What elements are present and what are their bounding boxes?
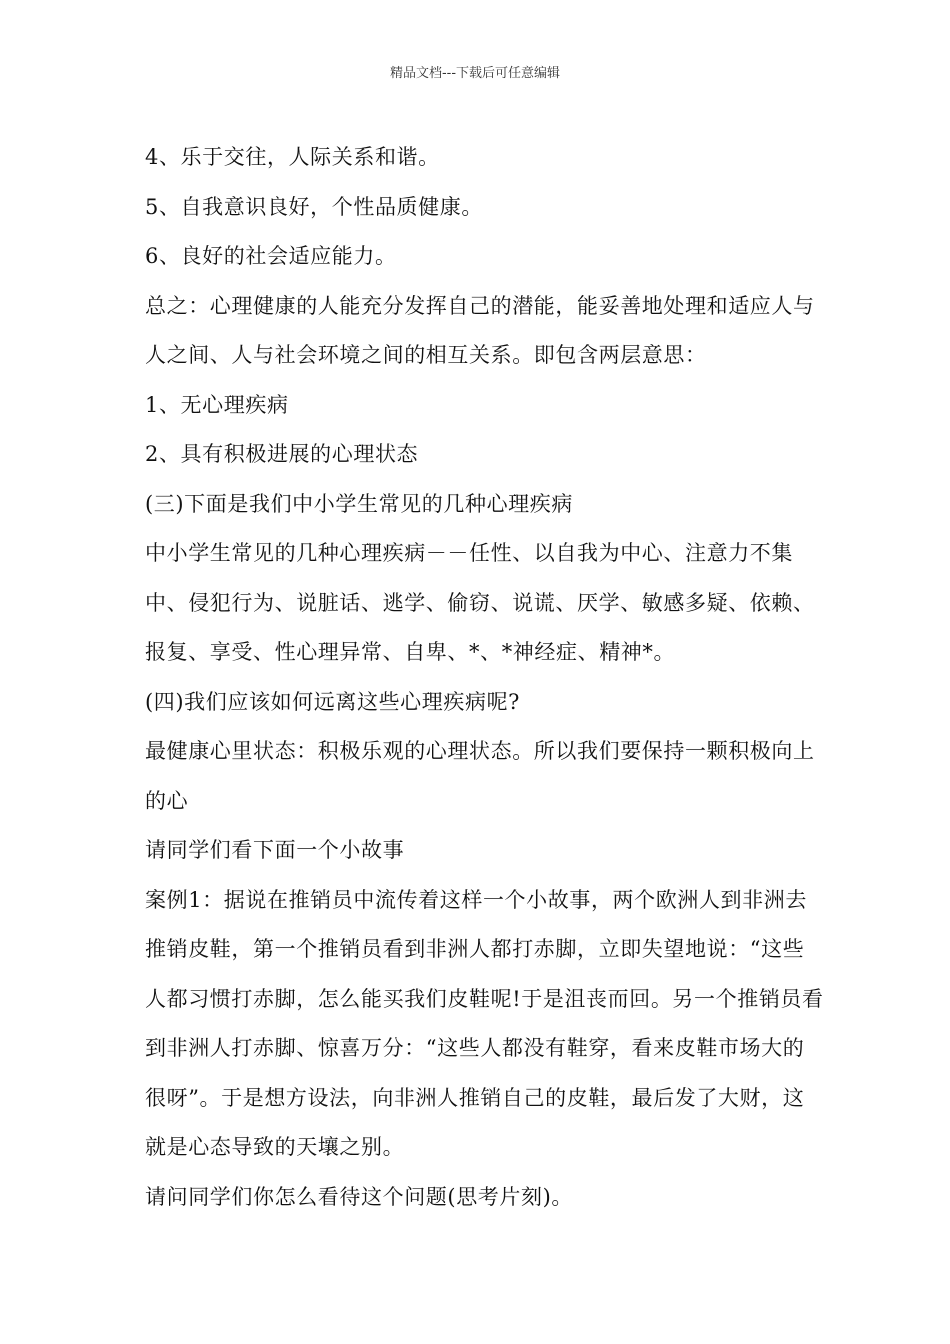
paragraph-question: 请问同学们你怎么看待这个问题(思考片刻)。 (145, 1184, 573, 1209)
paragraph-case-1: 案例1：据说在推销员中流传着这样一个小故事，两个欧洲人到非洲去推销皮鞋，第一个推销员看到非洲人都打赤脚，立即失望地说：“这些人都习惯打赤脚，怎么能买我们皮鞋呢!于是沮丧而回。另一个推销员看到非洲人打赤脚、惊喜万分：“这些人都没有鞋穿，看来皮鞋市场大的很呀”。于是想方设法，向非洲人推销自己的皮鞋，最后发了大财，这就是心态导致的天壤之别。 (145, 887, 824, 1159)
paragraph-healthy-state: 最健康心里状态：积极乐观的心理状态。所以我们要保持一颗积极向上的心 (145, 739, 815, 813)
paragraph-summary: 总之：心理健康的人能充分发挥自己的潜能，能妥善地处理和适应人与人之间、人与社会环境之间的相互关系。即包含两层意思： (145, 293, 815, 367)
paragraph-story-intro: 请同学们看下面一个小故事 (145, 838, 405, 862)
paragraph-disorders-list: 中小学生常见的几种心理疾病－－任性、以自我为中心、注意力不集中、侵犯行为、说脏话、逃学、偷窃、说谎、厌学、敏感多疑、依赖、报复、享受、性心理异常、自卑、*、*神经症、精神*。 (145, 541, 815, 664)
section-heading-4: (四)我们应该如何远离这些心理疾病呢? (145, 689, 521, 714)
document-body (145, 133, 825, 1222)
page-header: 精品文档---下载后可任意编辑 (389, 66, 561, 81)
paragraph-point-1: 1、无心理疾病 (145, 392, 289, 417)
section-heading-3: (三)下面是我们中小学生常见的几种心理疾病 (145, 491, 573, 516)
paragraph-point-2: 2、具有积极进展的心理状态 (145, 442, 419, 466)
paragraph-item-5: 5、自我意识良好，个性品质健康。 (145, 194, 483, 219)
paragraph-item-6: 6、良好的社会适应能力。 (145, 244, 397, 268)
paragraph-item-4: 4、乐于交往，人际关系和谐。 (145, 145, 440, 169)
